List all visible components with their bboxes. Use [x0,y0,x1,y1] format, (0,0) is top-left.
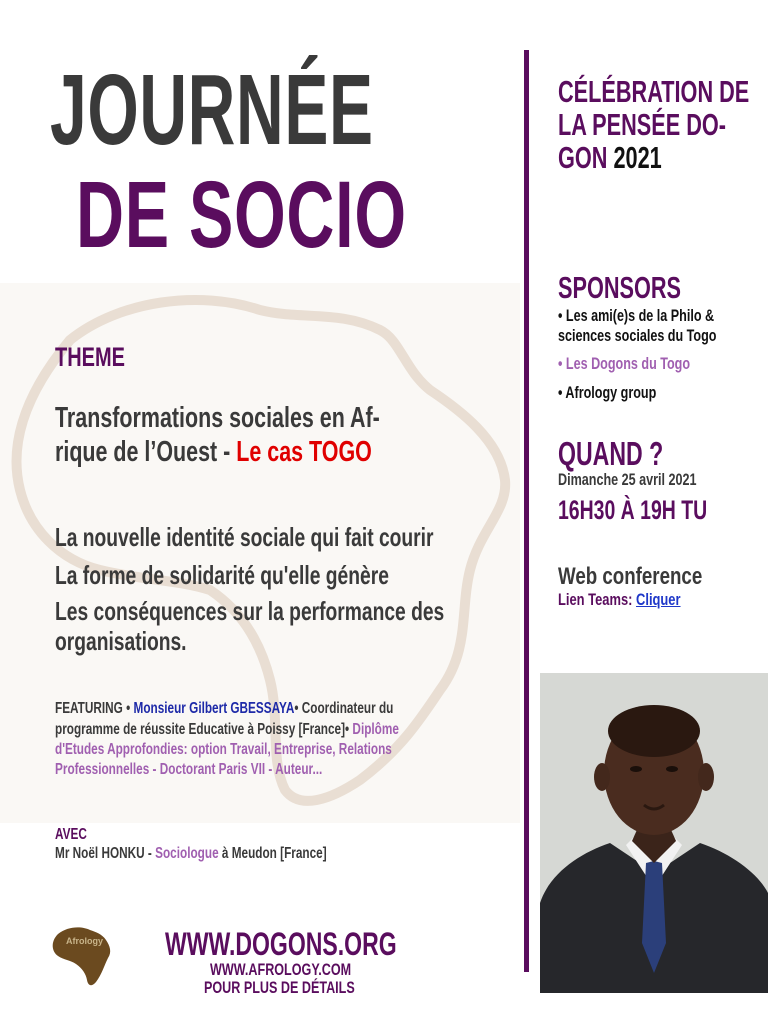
avec-person-role: Sociologue [155,845,219,862]
sponsor-3: • Afrology group [558,383,657,402]
topic-point-1: La nouvelle identité sociale qui fait courir [55,522,434,552]
more-details-text: POUR PLUS DE DÉTAILS [204,978,355,997]
celebration-line-2: LA PENSÉE DO- [558,107,726,142]
theme-highlight: Le cas TOGO [236,436,372,468]
featuring-diploma: Diplôme [352,721,399,738]
featuring-speaker-name: Monsieur Gilbert GBESSAYA [133,700,295,717]
celebration-line-3 [558,140,662,176]
title-line-1: JOURNÉE [50,54,374,166]
teams-link[interactable]: Cliquer [636,590,681,609]
when-heading: QUAND ? [558,435,664,472]
featuring-line-1 [55,700,393,718]
afrology-logo [46,920,124,990]
teams-link-label: Lien Teams: [558,590,637,609]
theme-label: THEME [55,342,125,372]
topic-point-2: La forme de solidarité qu'elle génère [55,560,389,590]
celebration-line-1: CÉLÉBRATION DE [558,74,750,109]
afrology-logo-text: Afrology [66,936,103,946]
theme-topic-line-2 [55,436,372,469]
event-date: Dimanche 25 avril 2021 [558,470,697,489]
topic-point-3: Les conséquences sur la performance des [55,596,445,626]
featuring-program: programme de réussite Educative à Poissy [France]• [55,721,353,738]
featuring-label: FEATURING • [55,700,134,717]
speaker-photo [540,673,768,993]
featuring-line-4: Professionnelles - Doctorant Paris VII - Auteur... [55,761,323,778]
featuring-line-3: d'Etudes Approfondies: option Travail, Entreprise, Relations [55,741,392,758]
sponsor-1-line-1: • Les ami(e)s de la Philo & [558,306,715,325]
theme-topic-line-1: Transformations sociales en Af- [55,402,380,434]
event-time: 16H30 À 19H TU [558,495,708,525]
topic-point-3-continued: organisations. [55,626,187,656]
sponsor-2: • Les Dogons du Togo [558,354,691,373]
avec-person-name: Mr Noël HONKU - [55,845,156,862]
avec-label: AVEC [55,826,87,843]
website-dogons-link[interactable]: WWW.DOGONS.ORG [165,926,397,962]
speaker-portrait [540,673,768,993]
celebration-year: 2021 [613,140,662,175]
sponsor-1-line-2: sciences sociales du Togo [558,326,717,345]
sponsors-heading: SPONSORS [558,270,682,305]
avec-person-place: à Meudon [France] [218,845,327,862]
theme-topic-prefix: rique de l’Ouest - [55,436,237,468]
featuring-role: • Coordinateur du [294,700,394,717]
vertical-divider [524,50,529,972]
celebration-gon: GON [558,140,614,175]
avec-person [55,845,327,863]
web-conference-heading: Web conference [558,563,703,590]
title-line-2: DE SOCIO [76,162,407,268]
teams-link-row [558,590,681,610]
featuring-line-2 [55,721,399,739]
website-afrology-link[interactable]: WWW.AFROLOGY.COM [210,960,352,979]
